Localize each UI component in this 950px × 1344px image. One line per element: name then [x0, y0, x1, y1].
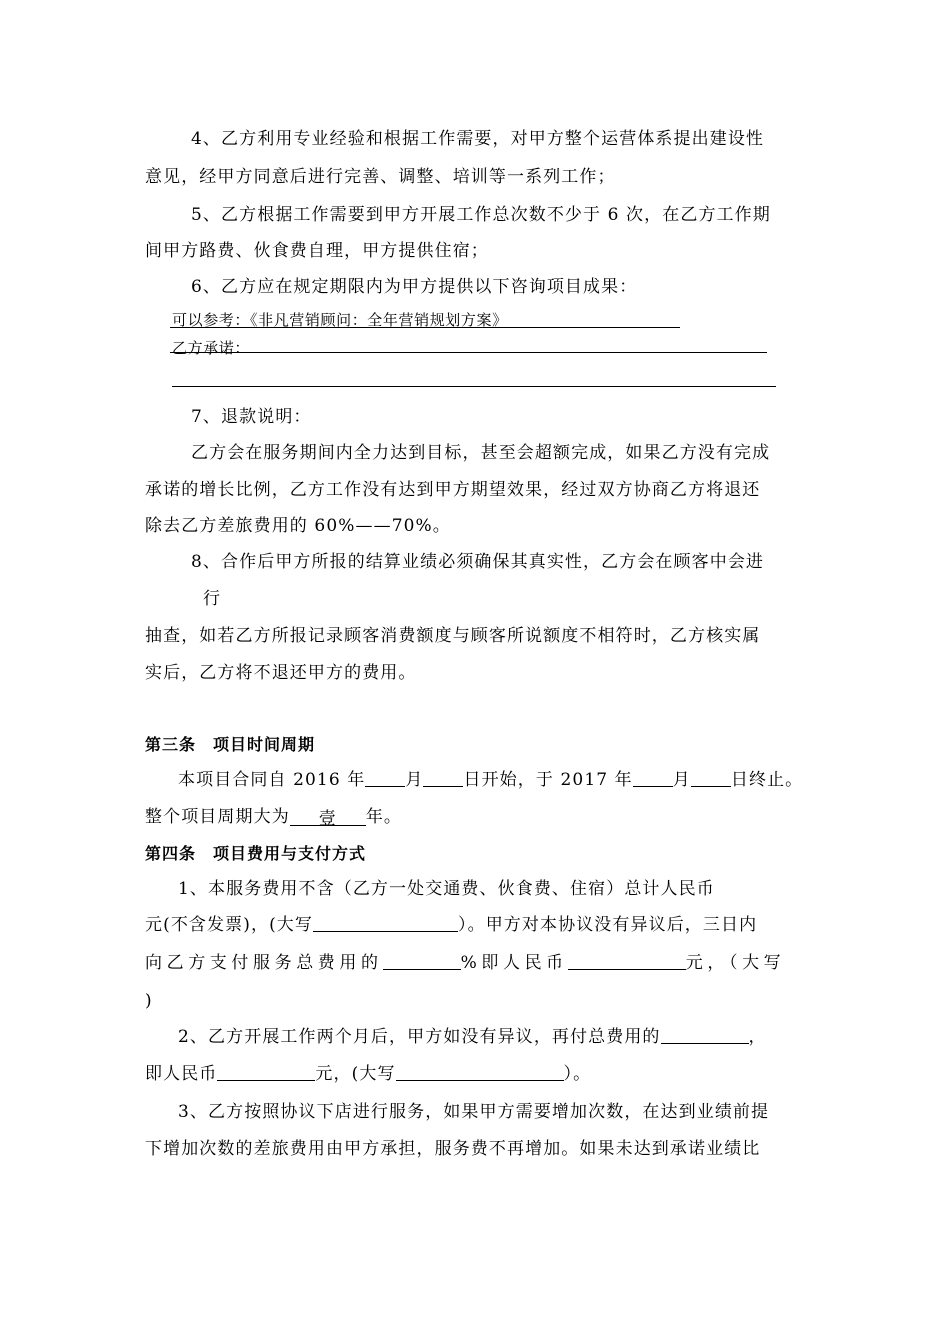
article-3-line-2: [145, 805, 402, 829]
text: 月: [405, 770, 424, 790]
article-4-item-1-line-2: [145, 913, 757, 937]
text: 向乙方支付服务总费用的: [145, 953, 383, 973]
month-blank: [633, 768, 673, 787]
month-blank: [365, 768, 405, 787]
day-blank: [691, 768, 731, 787]
clause-7-line-1: 乙方会在服务期间内全力达到目标，甚至会超额完成，如果乙方没有完成: [191, 443, 771, 463]
clause-8-line-1: 8、合作后甲方所报的结算业绩必须确保其真实性，乙方会在顾客中会进: [191, 552, 765, 572]
text: 月: [672, 770, 691, 790]
article-4-item-1-line-1: 1、本服务费用不含（乙方一处交通费、伙食费、住宿）总计人民币: [178, 879, 715, 899]
text: 即人民币: [145, 1064, 218, 1084]
article-4-item-1-line-4: ): [145, 991, 153, 1011]
text: ）。: [563, 1064, 592, 1084]
day-blank: [423, 768, 463, 787]
text: 2、乙方开展工作两个月后，甲方如没有异议，再付总费用的: [178, 1027, 661, 1047]
article-4-item-3-line-2: 下增加次数的差旅费用由甲方承担，服务费不再增加。如果未达到承诺业绩比: [145, 1139, 761, 1159]
reference-underline: [170, 327, 680, 328]
clause-7-line-2: 承诺的增长比例，乙方工作没有达到甲方期望效果，经过双方协商乙方将退还: [145, 480, 761, 500]
article-4-item-3-line-1: 3、乙方按照协议下店进行服务，如果甲方需要增加次数，在达到业绩前提: [178, 1102, 770, 1122]
amount-words-blank: [396, 1062, 564, 1081]
article-4-item-1-line-3: [145, 951, 785, 975]
promise-underline-1: [170, 352, 767, 353]
text: ，: [748, 1027, 767, 1047]
text: 日终止。: [730, 770, 804, 790]
promise-underline-2: [172, 386, 776, 387]
clause-7-title: 7、退款说明：: [191, 407, 312, 427]
text: %即人民币: [460, 953, 568, 973]
clause-8-line-4: 实后，乙方将不退还甲方的费用。: [145, 663, 417, 683]
duration-fill: 壹: [290, 807, 366, 826]
clause-5-line-2: 间甲方路费、伙食费自理，甲方提供住宿；: [145, 241, 489, 261]
percent-blank: [383, 951, 461, 970]
text: 元(不含发票)，(大写: [145, 915, 313, 935]
text: 日开始，于 2017 年: [463, 770, 633, 790]
article-4-heading: 第四条 项目费用与支付方式: [145, 844, 367, 863]
clause-8-line-3: 抽查，如若乙方所报记录顾客消费额度与顾客所说额度不相符时，乙方核实属: [145, 626, 761, 646]
promise-label: 乙方承诺：: [172, 339, 251, 357]
text: 整个项目周期大为: [145, 807, 290, 827]
amount-blank: [217, 1062, 315, 1081]
clause-6-line-1: 6、乙方应在规定期限内为甲方提供以下咨询项目成果：: [191, 277, 638, 297]
clause-5-line-1: 5、乙方根据工作需要到甲方开展工作总次数不少于 6 次，在乙方工作期: [191, 205, 771, 225]
clause-7-line-3: 除去乙方差旅费用的 60%——70%。: [145, 516, 451, 536]
clause-8-line-2: 行: [203, 589, 222, 609]
text: 年。: [365, 807, 403, 827]
clause-4-line-1: 4、乙方利用专业经验和根据工作需要，对甲方整个运营体系提出建设性: [191, 129, 765, 149]
text: ）。甲方对本协议没有异议后，三日内: [458, 915, 758, 935]
text: 本项目合同自 2016 年: [178, 770, 366, 790]
payment-blank: [661, 1025, 749, 1044]
amount-blank: [568, 951, 686, 970]
reference-note: 可以参考：《非凡营销顾问：全年营销规划方案》: [172, 311, 508, 329]
article-4-item-2-line-1: [178, 1025, 767, 1049]
text: 元，（大写: [685, 953, 786, 973]
amount-words-blank: [313, 913, 458, 932]
article-4-item-2-line-2: [145, 1062, 591, 1086]
article-3-line-1: [178, 768, 803, 792]
text: 元，(大写: [315, 1064, 396, 1084]
clause-4-line-2: 意见，经甲方同意后进行完善、调整、培训等一系列工作；: [145, 167, 616, 187]
article-3-heading: 第三条 项目时间周期: [145, 735, 316, 754]
